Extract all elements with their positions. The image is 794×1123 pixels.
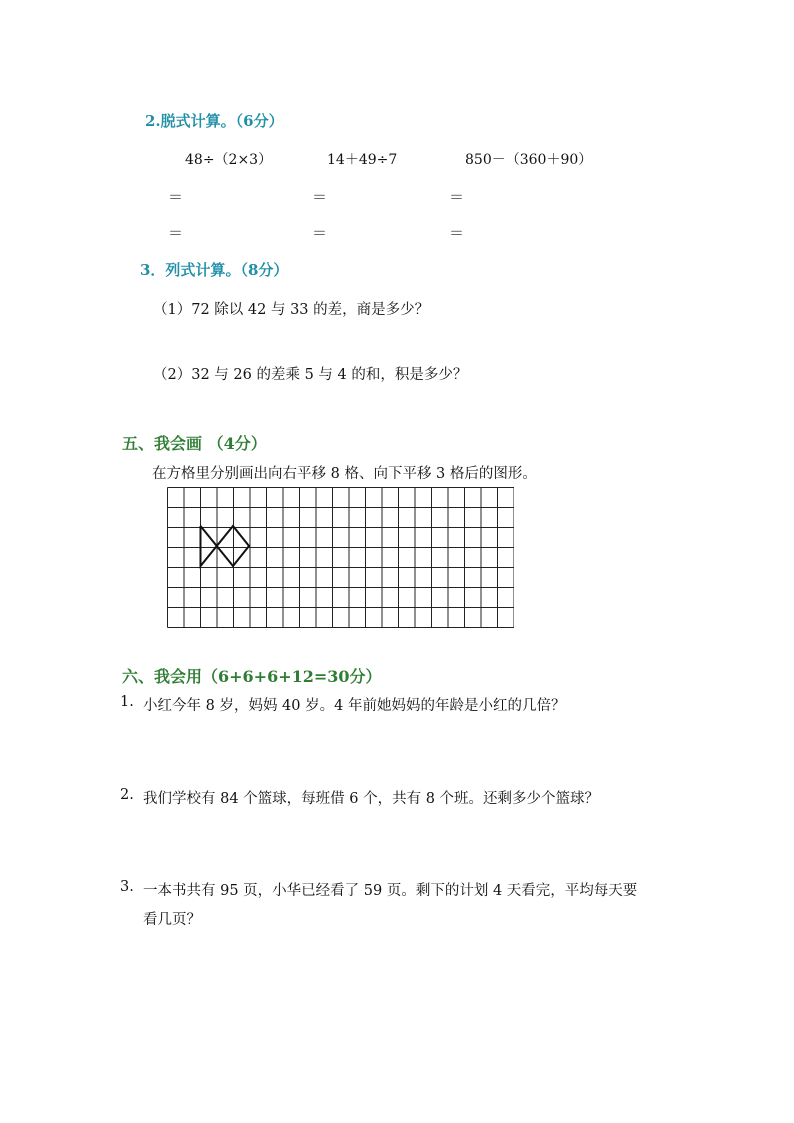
equals-sign: ＝ [449,188,465,206]
equals-sign: ＝ [312,188,328,206]
expression-1: 48÷（2×3） [185,152,273,168]
problem-text-continued: 看几页？ [143,912,201,928]
section-title-word-calculation: 3．列式计算。（8分） [140,261,289,279]
drawing-instruction: 在方格里分别画出向右平移 8 格、向下平移 3 格后的图形。 [152,466,537,482]
bowtie-shape [201,526,250,566]
word-question-2: （2）32 与 26 的差乘 5 与 4 的和，积是多少？ [153,367,468,383]
equals-sign: ＝ [312,224,328,242]
section-title-step-calculation: 2.脱式计算。（6分） [145,112,284,130]
problem-number: 1. [120,694,134,710]
equals-sign: ＝ [168,224,184,242]
problem-number: 3. [120,879,134,895]
word-question-1: （1）72 除以 42 与 33 的差，商是多少？ [153,302,430,318]
expression-2: 14＋49÷7 [327,152,398,168]
equals-sign: ＝ [168,188,184,206]
problem-text: 我们学校有 84 个篮球，每班借 6 个，共有 8 个班。还剩多少个篮球？ [143,791,600,807]
equals-sign: ＝ [449,224,465,242]
grid-lines [168,488,515,628]
section-title-application: 六、我会用（6+6+6+12=30分） [122,667,382,686]
problem-number: 2. [120,787,134,803]
section-title-drawing: 五、我会画 （4分） [122,434,267,453]
expression-3: 850－（360＋90） [465,152,593,168]
problem-text: 一本书共有 95 页，小华已经看了 59 页。剩下的计划 4 天看完，平均每天要 [143,883,638,899]
drawing-grid[interactable] [166,486,514,628]
problem-text: 小红今年 8 岁，妈妈 40 岁。4 年前她妈妈的年龄是小红的几倍？ [143,698,566,714]
